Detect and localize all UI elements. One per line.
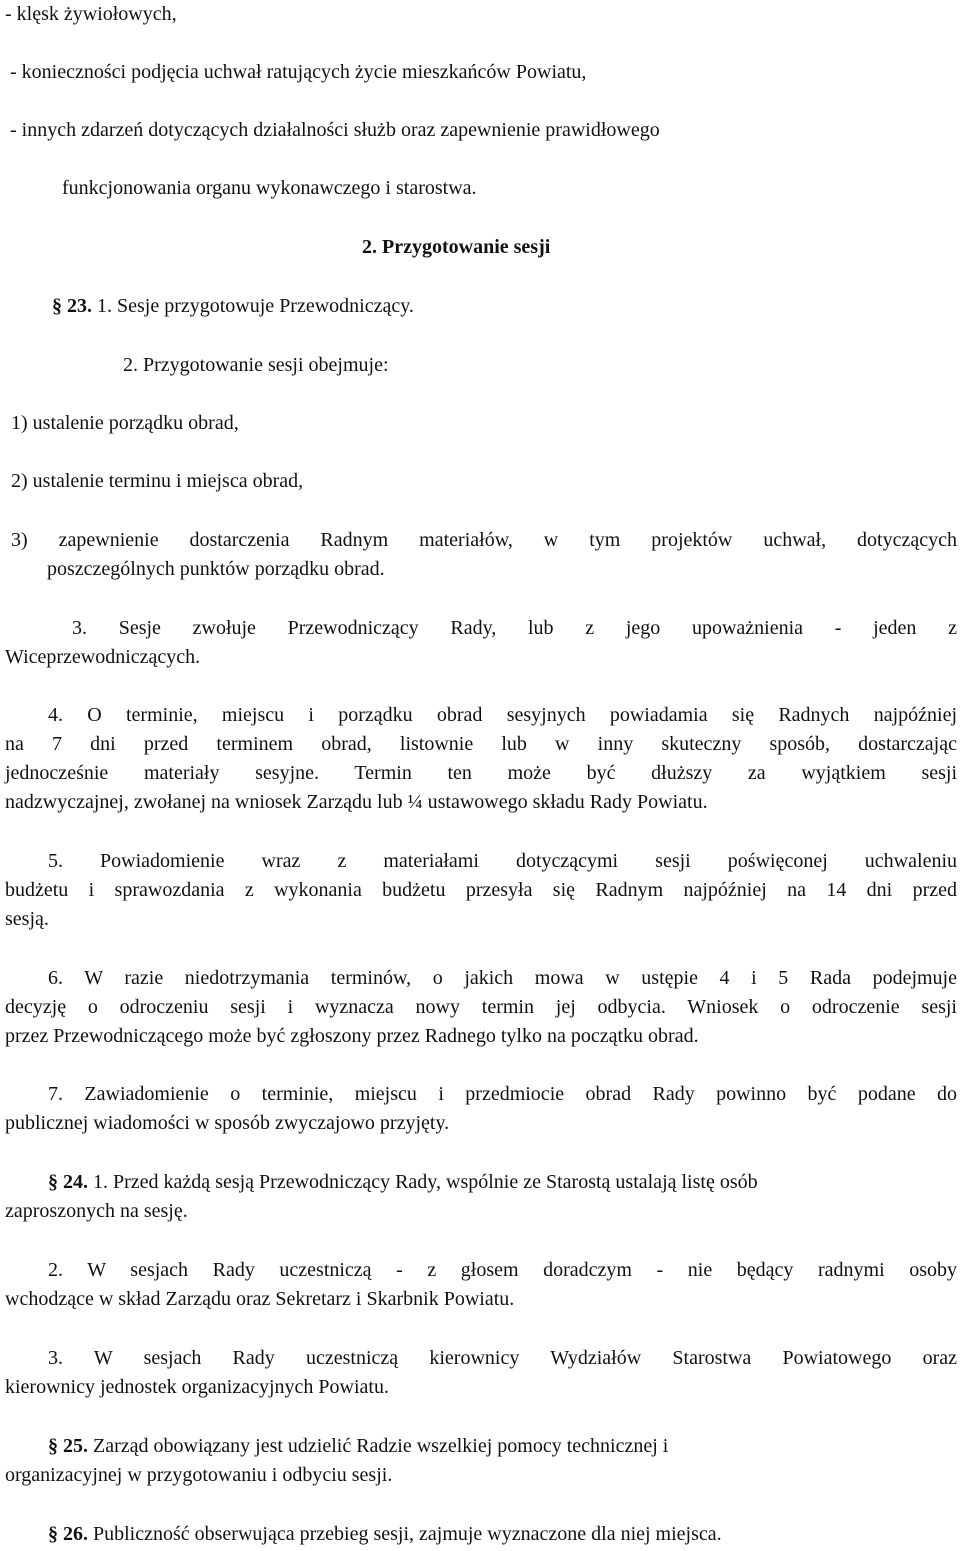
paragraph-text: 1. Sesje przygotowuje Przewodniczący.: [97, 295, 414, 317]
list-item: 2) ustalenie terminu i miejsca obrad,: [11, 470, 304, 492]
paragraph-line: 7. Zawiadomienie o terminie, miejscu i przedmiocie obrad Rady powinno być podane do: [48, 1083, 957, 1105]
paragraph-line: decyzję o odroczeniu sesji i wyznacza nowy termin jej odbycia. Wniosek o odroczenie sesji: [5, 996, 957, 1018]
list-item: 3) zapewnienie dostarczenia Radnym materiałów, w tym projektów uchwał, dotyczących: [11, 529, 957, 551]
list-item-continuation: poszczególnych punktów porządku obrad.: [47, 558, 385, 580]
paragraph-line: przez Przewodniczącego może być zgłoszony przez Radnego tylko na początku obrad.: [5, 1025, 699, 1047]
paragraph-line: 4. O terminie, miejscu i porządku obrad sesyjnych powiadamia się Radnych najpóźniej: [48, 704, 957, 726]
paragraph-line: 2. W sesjach Rady uczestniczą - z głosem doradczym - nie będący radnymi osoby: [48, 1259, 957, 1281]
section-symbol: §: [52, 295, 62, 317]
paragraph-line: jednocześnie materiały sesyjne. Termin ten może być dłuższy za wyjątkiem sesji: [5, 762, 957, 784]
paragraph-line: publicznej wiadomości w sposób zwyczajowo przyjęty.: [5, 1112, 450, 1134]
paragraph-line: na 7 dni przed terminem obrad, listownie lub w inny skuteczny sposób, dostarczając: [5, 733, 957, 755]
paragraph-line: wchodzące w skład Zarządu oraz Sekretarz i Skarbnik Powiatu.: [5, 1288, 515, 1310]
paragraph-line: kierownicy jednostek organizacyjnych Powiatu.: [5, 1376, 389, 1398]
paragraph-line: budżetu i sprawozdania z wykonania budżetu przesyła się Radnym najpóźniej na 14 dni przed: [5, 879, 957, 901]
section-symbol: §: [48, 1171, 58, 1193]
section-symbol: §: [48, 1435, 58, 1457]
paragraph-text: Zarząd obowiązany jest udzielić Radzie wszelkiej pomocy technicznej i: [93, 1435, 669, 1457]
paragraph-number: 23.: [67, 295, 92, 317]
list-item: 1) ustalenie porządku obrad,: [11, 412, 239, 434]
section-symbol: §: [48, 1523, 58, 1545]
paragraph-number: 26.: [63, 1523, 88, 1545]
paragraph-23-item-1: [52, 294, 960, 318]
paragraph-line: sesją.: [5, 908, 49, 930]
paragraph-25: [48, 1434, 957, 1458]
intro-line: - innych zdarzeń dotyczących działalności służb oraz zapewnienie prawidłowego: [10, 119, 660, 141]
paragraph-line: nadzwyczajnej, zwołanej na wniosek Zarządu lub ¼ ustawowego składu Rady Powiatu.: [5, 791, 708, 813]
paragraph-number: 24.: [63, 1171, 88, 1193]
paragraph-line: 3. W sesjach Rady uczestniczą kierownicy Wydziałów Starostwa Powiatowego oraz: [48, 1347, 957, 1369]
paragraph-line: Wiceprzewodniczących.: [5, 646, 201, 668]
paragraph-text: Publiczność obserwująca przebieg sesji, zajmuje wyznaczone dla niej miejsca.: [93, 1523, 722, 1545]
paragraph-23-item-2: 2. Przygotowanie sesji obejmuje:: [123, 354, 389, 376]
paragraph-26: [48, 1522, 960, 1546]
paragraph-line: 6. W razie niedotrzymania terminów, o jakich mowa w ustępie 4 i 5 Rada podejmuje: [48, 967, 957, 989]
paragraph-line: 5. Powiadomienie wraz z materiałami dotyczącymi sesji poświęconej uchwaleniu: [48, 850, 957, 872]
paragraph-line: 3. Sesje zwołuje Przewodniczący Rady, lub z jego upoważnienia - jeden z: [72, 617, 957, 639]
paragraph-line: organizacyjnej w przygotowaniu i odbyciu sesji.: [5, 1464, 393, 1486]
intro-line: - klęsk żywiołowych,: [5, 3, 177, 25]
paragraph-line: zaproszonych na sesję.: [5, 1200, 188, 1222]
paragraph-number: 25.: [63, 1435, 88, 1457]
section-heading: 2. Przygotowanie sesji: [362, 236, 551, 258]
intro-line: funkcjonowania organu wykonawczego i starostwa.: [62, 177, 477, 199]
intro-line: - konieczności podjęcia uchwał ratujących życie mieszkańców Powiatu,: [10, 61, 587, 83]
paragraph-24-item-1: [48, 1170, 957, 1194]
paragraph-text: 1. Przed każdą sesją Przewodniczący Rady, wspólnie ze Starostą ustalają listę osób: [93, 1171, 758, 1193]
